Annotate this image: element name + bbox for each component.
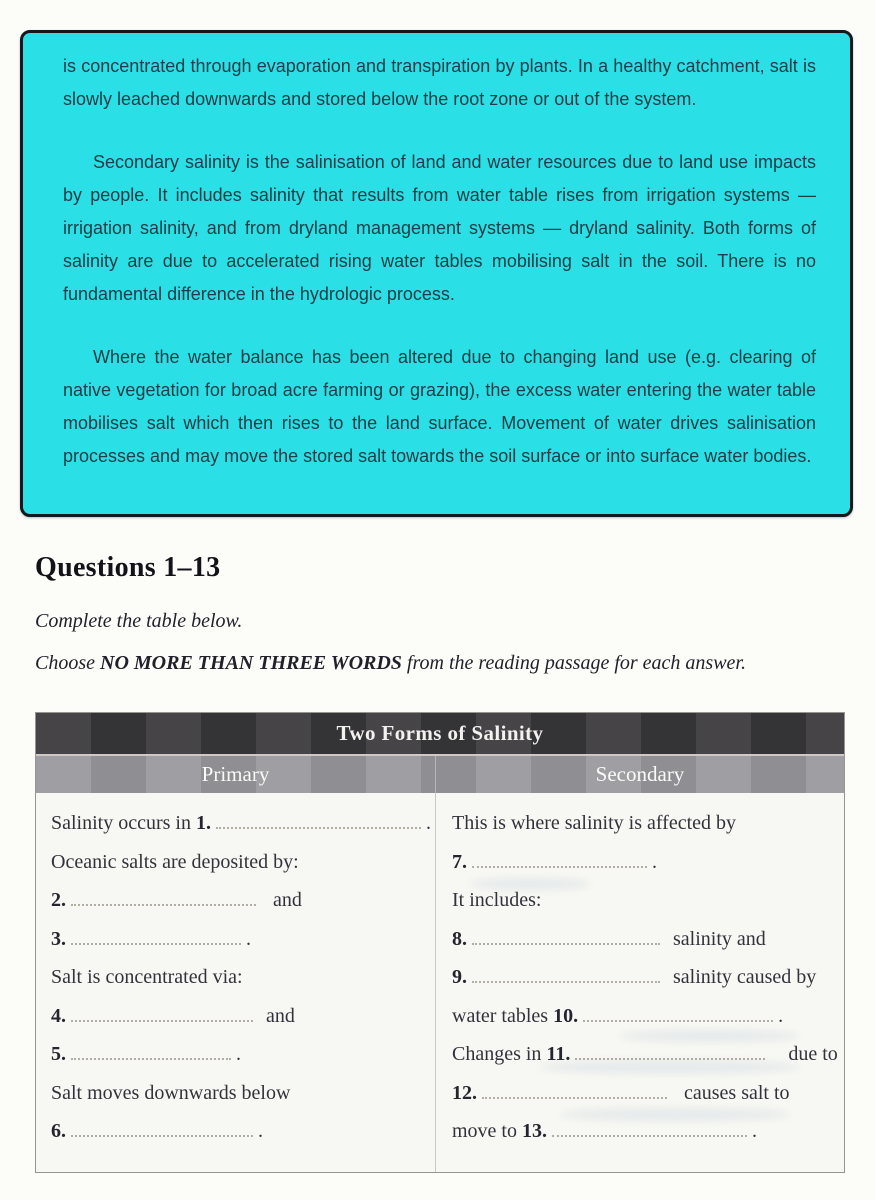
table-row <box>51 997 427 1036</box>
table-row <box>452 1074 838 1113</box>
table-row <box>51 1074 427 1113</box>
question-number: 12. <box>452 1081 477 1104</box>
column-header-primary: Primary <box>36 756 436 793</box>
row-text: causes salt to <box>684 1081 790 1104</box>
table-row <box>51 1035 427 1074</box>
row-text: due to <box>788 1043 838 1065</box>
answer-blank-q9[interactable] <box>472 981 660 983</box>
row-text: Salt moves downwards below <box>51 1081 291 1104</box>
table-row <box>452 1112 838 1151</box>
passage-paragraph: Where the water balance has been altered due to changing land use (e.g. clearing of native vegetation for broad acre farming or grazing), the excess water entering the water table mobilises salt which then rises to the land surface. Movement of water drives salinisation processes and may move the stored salt towards the soil surface or into surface water bodies. <box>63 347 816 466</box>
passage-paragraph: Secondary salinity is the salinisation of land and water resources due to land use impacts by people. It includes salinity that results from water table rises from irrigation systems — irrigation salinity, and from dryland management systems — dryland salinity. Both forms of salinity are due to accelerated rising water tables mobilising salt in the soil. There is no fundamental difference in the hydrologic process. <box>63 152 816 304</box>
row-text: salinity caused by <box>673 966 817 988</box>
row-text: water tables <box>452 1004 549 1027</box>
row-text: move to <box>452 1120 517 1142</box>
salinity-completion-table <box>35 712 845 1173</box>
row-text: It includes: <box>452 889 542 911</box>
row-text: . <box>258 1120 263 1142</box>
answer-blank-q4[interactable] <box>71 1020 253 1022</box>
row-text: This is where salinity is affected by <box>452 812 737 834</box>
table-row <box>452 804 838 843</box>
answer-blank-q11[interactable] <box>575 1058 765 1060</box>
questions-heading: Questions 1–13 <box>35 552 221 583</box>
table-title: Two Forms of Salinity <box>36 713 844 754</box>
secondary-column <box>436 793 846 1172</box>
question-number: 11. <box>546 1043 571 1065</box>
row-text: . <box>752 1120 757 1142</box>
question-number: 6. <box>51 1120 66 1142</box>
primary-column <box>36 793 436 1172</box>
answer-blank-q7[interactable] <box>472 866 647 868</box>
table-row <box>51 843 427 882</box>
table-row <box>51 1112 427 1151</box>
table-column-headers <box>36 754 844 793</box>
passage-paragraphs <box>63 50 816 473</box>
instruction-word-limit-bold: NO MORE THAN THREE WORDS <box>100 652 402 674</box>
answer-blank-q10[interactable] <box>583 1020 773 1022</box>
question-number: 13. <box>522 1120 547 1142</box>
question-number: 8. <box>452 927 467 950</box>
question-number: 3. <box>51 927 66 950</box>
row-text: . <box>236 1043 241 1065</box>
instruction-complete-table: Complete the table below. <box>35 610 243 632</box>
table-row <box>51 920 427 959</box>
table-row <box>452 920 838 959</box>
row-text: salinity and <box>673 927 766 950</box>
question-number: 2. <box>51 889 66 911</box>
instruction-suffix: from the reading passage for each answer. <box>401 652 746 674</box>
question-number: 9. <box>452 966 467 988</box>
table-row <box>452 958 838 997</box>
table-row <box>452 881 838 920</box>
passage-paragraph: is concentrated through evaporation and transpiration by plants. In a healthy catchment, salt is slowly leached downwards and stored below the root zone or out of the system. <box>63 56 816 109</box>
row-text: and <box>266 1004 295 1027</box>
row-text: Changes in <box>452 1043 542 1065</box>
answer-blank-q1[interactable] <box>216 827 421 829</box>
question-number: 4. <box>51 1004 66 1027</box>
table-row <box>51 804 431 843</box>
answer-blank-q2[interactable] <box>71 904 256 906</box>
row-text: . <box>425 812 431 834</box>
table-row <box>51 881 427 920</box>
reading-passage-box <box>20 30 853 517</box>
column-header-secondary: Secondary <box>595 762 685 786</box>
row-text: . <box>246 927 251 950</box>
answer-blank-q12[interactable] <box>482 1097 667 1099</box>
answer-blank-q8[interactable] <box>472 943 660 945</box>
answer-blank-q3[interactable] <box>71 943 241 945</box>
answer-blank-q6[interactable] <box>71 1135 253 1137</box>
table-row <box>51 958 427 997</box>
row-text: Salinity occurs in <box>51 812 191 834</box>
row-text: Salt is concentrated via: <box>51 966 243 988</box>
table-row <box>452 1035 838 1074</box>
row-text: . <box>778 1004 784 1027</box>
row-text: . <box>652 850 657 873</box>
answer-blank-q13[interactable] <box>552 1135 747 1137</box>
instruction-word-limit <box>35 652 746 675</box>
question-number: 1. <box>195 812 211 834</box>
table-row <box>452 997 838 1036</box>
question-number: 10. <box>553 1004 579 1027</box>
table-row <box>452 843 838 882</box>
instruction-prefix: Choose <box>35 652 100 674</box>
table-body <box>36 793 844 1172</box>
question-number: 5. <box>51 1043 66 1065</box>
row-text: and <box>273 889 302 911</box>
question-number: 7. <box>452 850 467 873</box>
answer-blank-q5[interactable] <box>71 1058 231 1060</box>
row-text: Oceanic salts are deposited by: <box>51 850 299 873</box>
